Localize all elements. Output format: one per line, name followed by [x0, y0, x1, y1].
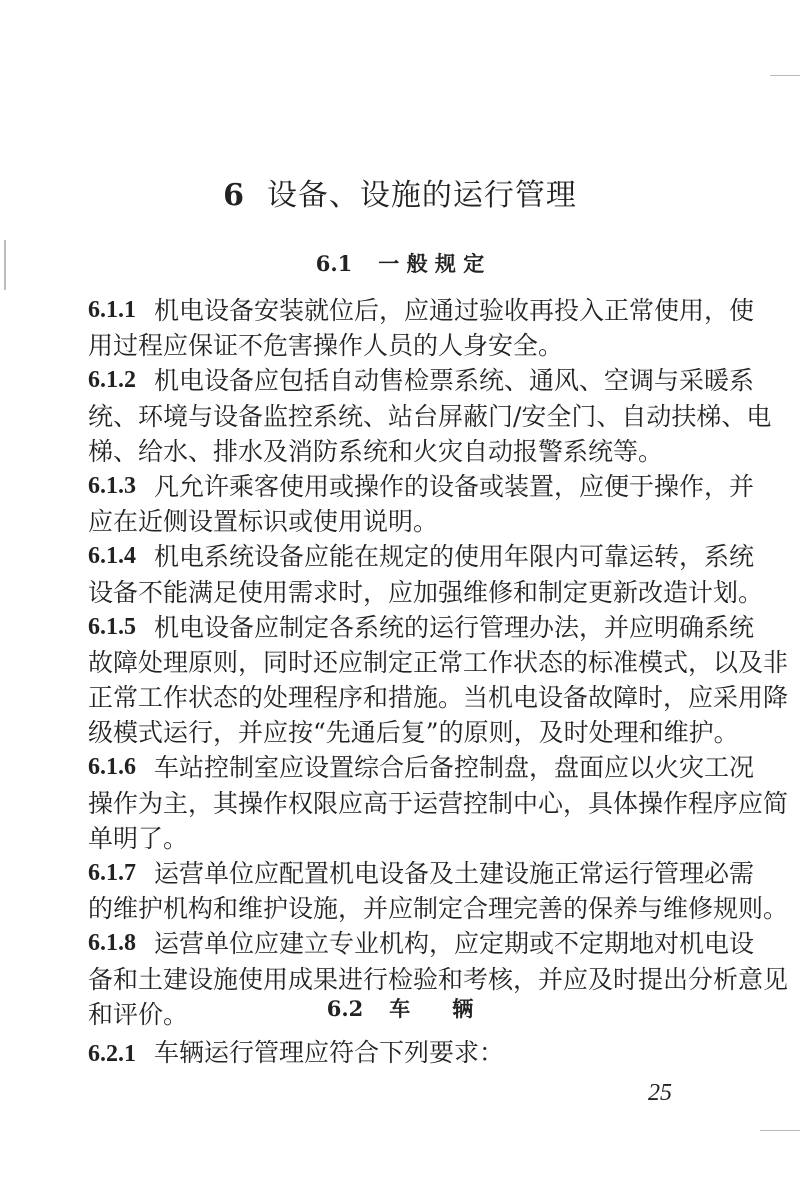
- clause: [88, 469, 755, 539]
- clause-line: [88, 293, 755, 328]
- clause-line: [88, 891, 789, 926]
- clause-line: [88, 750, 755, 785]
- section-title: 车 辆: [389, 996, 474, 1021]
- clause-line: [88, 715, 739, 750]
- clause-text: 正常工作状态的处理程序和措施。当机电设备故障时，应采用降: [88, 683, 789, 713]
- section-body: [88, 1035, 694, 1070]
- clause-text: 备和土建设施使用成果进行检验和考核，并应及时提出分析意见: [88, 964, 789, 994]
- clause-text: 机电系统设备应能在规定的使用年限内可靠运转，系统: [154, 542, 755, 572]
- chapter-number: 6: [223, 178, 245, 213]
- clause-line: [88, 504, 694, 539]
- clause-line: [88, 926, 755, 961]
- clause-line: [88, 539, 755, 574]
- clause-text: 设备不能满足使用需求时，应加强维修和制定更新改造计划。: [88, 577, 764, 607]
- clause-text: 车辆运行管理应符合下列要求：: [154, 1038, 505, 1067]
- clause: [88, 1035, 694, 1070]
- clause-line: [88, 399, 772, 434]
- clause: [88, 293, 755, 363]
- clause-line: [88, 610, 755, 645]
- clause-line: [88, 1035, 694, 1070]
- clause-text: 凡允许乘客使用或操作的设备或装置，应便于操作，并: [154, 471, 755, 501]
- clause-number: 6.1.8: [88, 930, 136, 957]
- chapter-title: [0, 170, 800, 214]
- clause-text: 运营单位应配置机电设备及土建设施正常运行管理必需: [154, 859, 755, 888]
- clause-text: 单明了。: [88, 823, 189, 853]
- clause-text: 统、环境与设备监控系统、站台屏蔽门/安全门、自动扶梯、电: [88, 401, 772, 431]
- clause-text: 和评价。: [88, 999, 189, 1029]
- chapter-title-text: 设备、设施的运行管理: [266, 178, 577, 213]
- clause-number: 6.1.3: [88, 472, 136, 499]
- section-heading: [0, 248, 800, 278]
- clause-line: [88, 434, 694, 469]
- clause-text: 机电设备安装就位后，应通过验收再投入正常使用，使: [154, 296, 755, 325]
- clause-line: [88, 575, 764, 610]
- clause-line: [88, 821, 694, 856]
- clause-number: 6.1.2: [88, 367, 136, 394]
- clause-text: 机电设备应制定各系统的运行管理办法，并应明确系统: [154, 612, 755, 642]
- clause-text: 级模式运行，并应按“先通后复”的原则，及时处理和维护。: [88, 718, 739, 748]
- clause-text: 车站控制室应设置综合后备控制盘，盘面应以火灾工况: [154, 753, 755, 783]
- clause-number: 6.1.7: [88, 860, 136, 886]
- clause-text: 的维护机构和维护设施，并应制定合理完善的保养与维修规则。: [88, 894, 789, 924]
- clause-number: 6.1.6: [88, 754, 136, 781]
- clause-line: [88, 645, 789, 680]
- clause: [88, 750, 789, 856]
- section-title: 一 般 规 定: [378, 251, 485, 276]
- clause-text: 操作为主，其操作权限应高于运营控制中心，具体操作程序应简: [88, 788, 789, 818]
- clause-line: [88, 469, 755, 504]
- clause-text: 用过程应保证不危害操作人员的人身安全。: [88, 331, 564, 361]
- clause-line: [88, 680, 789, 715]
- clause-number: 6.1.5: [88, 613, 136, 640]
- section-body: [88, 293, 789, 1032]
- clause-text: 梯、给水、排水及消防系统和火灾自动报警系统等。: [88, 436, 664, 466]
- scan-edge-mark: [760, 1130, 800, 1131]
- section-heading: [0, 993, 800, 1023]
- clause-line: [88, 328, 694, 363]
- clause-number: 6.1.4: [88, 543, 136, 570]
- clause: [88, 363, 772, 469]
- clause: [88, 539, 764, 609]
- clause-line: [88, 856, 755, 891]
- section-number: 6.2: [326, 996, 364, 1021]
- clause-text: 机电设备应包括自动售检票系统、通风、空调与采暖系: [154, 366, 755, 396]
- clause-text: 应在近侧设置标识或使用说明。: [88, 507, 439, 537]
- clause-line: [88, 363, 755, 398]
- section-number: 6.1: [315, 251, 353, 276]
- clause-line: [88, 962, 789, 997]
- clause-text: 故障处理原则，同时还应制定正常工作状态的标准模式，以及非: [88, 647, 789, 677]
- clause: [88, 610, 789, 751]
- page-number: 25: [648, 1080, 672, 1106]
- clause-line: [88, 786, 789, 821]
- clause-text: 运营单位应建立专业机构，应定期或不定期地对机电设: [154, 929, 755, 959]
- clause-number: 6.1.1: [88, 297, 136, 323]
- clause: [88, 856, 789, 926]
- clause-number: 6.2.1: [88, 1041, 136, 1067]
- scan-edge-mark: [770, 75, 800, 76]
